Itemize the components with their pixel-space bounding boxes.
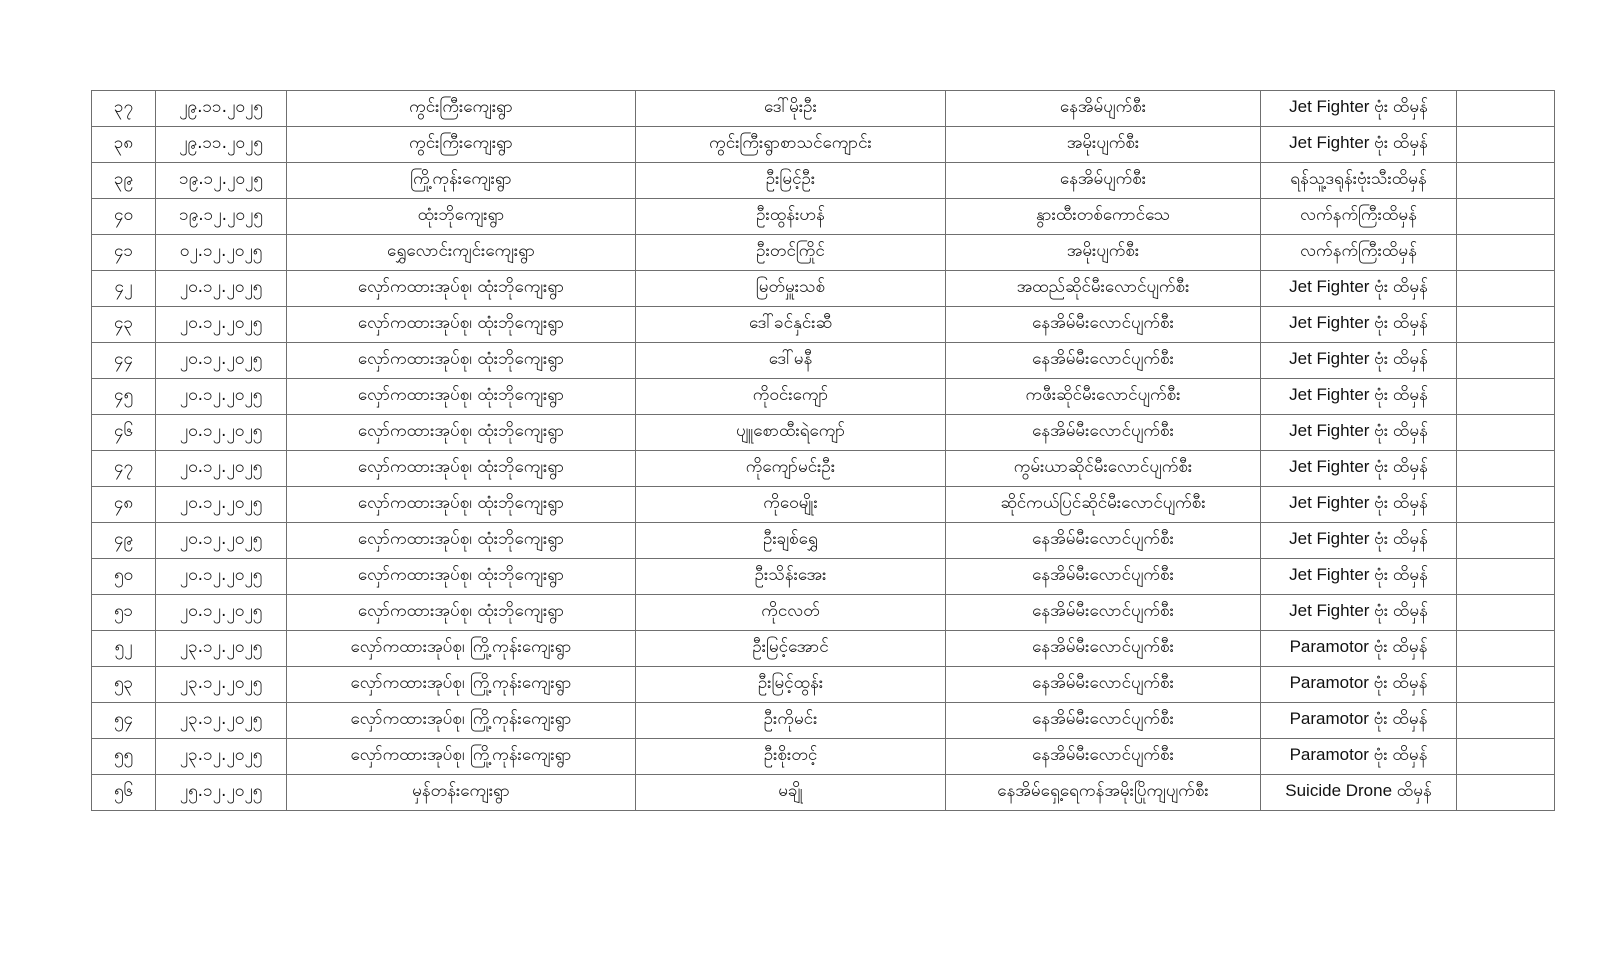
location-cell: လှော်ကထားအုပ်စု၊ ကြို့ကုန်းကျေးရွာ: [287, 631, 636, 667]
date-cell: ၀၂.၁၂.၂၀၂၅: [156, 235, 287, 271]
table-body: [92, 91, 1555, 811]
remarks-cell: [1457, 487, 1555, 523]
damage-description-cell: ကဖီးဆိုင်မီးလောင်ပျက်စီး: [946, 379, 1261, 415]
row-number-cell: ၃၉: [92, 163, 156, 199]
table-row: [92, 451, 1555, 487]
damage-description-cell: နေအိမ်မီးလောင်ပျက်စီး: [946, 523, 1261, 559]
owner-name-cell: ဦးချစ်ရွှေ: [636, 523, 946, 559]
location-cell: လှော်ကထားအုပ်စု၊ ထုံးဘိုကျေးရွာ: [287, 451, 636, 487]
date-cell: ၂၀.၁၂.၂၀၂၅: [156, 559, 287, 595]
weapon-type-cell: ရန်သူ့ဒရုန်းဗုံးသီးထိမှန်: [1261, 163, 1457, 199]
owner-name-cell: ဦးတင်ကြိုင်: [636, 235, 946, 271]
row-number-cell: ၄၂: [92, 271, 156, 307]
damage-description-cell: နေအိမ်ပျက်စီး: [946, 163, 1261, 199]
location-cell: လှော်ကထားအုပ်စု၊ ကြို့ကုန်းကျေးရွာ: [287, 667, 636, 703]
owner-name-cell: ကိုဝေမျိုး: [636, 487, 946, 523]
date-cell: ၂၃.၁၂.၂၀၂၅: [156, 667, 287, 703]
location-cell: လှော်ကထားအုပ်စု၊ ကြို့ကုန်းကျေးရွာ: [287, 739, 636, 775]
damage-description-cell: နေအိမ်မီးလောင်ပျက်စီး: [946, 595, 1261, 631]
damage-description-cell: အမိုးပျက်စီး: [946, 235, 1261, 271]
weapon-type-cell: Paramotor ဗုံး ထိမှန်: [1261, 739, 1457, 775]
location-cell: လှော်ကထားအုပ်စု၊ ထုံးဘိုကျေးရွာ: [287, 595, 636, 631]
row-number-cell: ၅၅: [92, 739, 156, 775]
remarks-cell: [1457, 199, 1555, 235]
date-cell: ၂၀.၁၂.၂၀၂၅: [156, 595, 287, 631]
remarks-cell: [1457, 379, 1555, 415]
remarks-cell: [1457, 343, 1555, 379]
table-row: [92, 271, 1555, 307]
table-row: [92, 91, 1555, 127]
row-number-cell: ၄၀: [92, 199, 156, 235]
table-row: [92, 775, 1555, 811]
row-number-cell: ၄၄: [92, 343, 156, 379]
damage-description-cell: နေအိမ်မီးလောင်ပျက်စီး: [946, 667, 1261, 703]
damage-description-cell: ဆိုင်ကယ်ပြင်ဆိုင်မီးလောင်ပျက်စီး: [946, 487, 1261, 523]
weapon-type-cell: Jet Fighter ဗုံး ထိမှန်: [1261, 595, 1457, 631]
location-cell: လှော်ကထားအုပ်စု၊ ထုံးဘိုကျေးရွာ: [287, 487, 636, 523]
damage-description-cell: နေအိမ်မီးလောင်ပျက်စီး: [946, 307, 1261, 343]
date-cell: ၁၉.၁၂.၂၀၂၅: [156, 199, 287, 235]
owner-name-cell: ဦးမြင့်ဦး: [636, 163, 946, 199]
row-number-cell: ၄၉: [92, 523, 156, 559]
owner-name-cell: ဦးစိုးတင့်: [636, 739, 946, 775]
row-number-cell: ၄၃: [92, 307, 156, 343]
date-cell: ၂၃.၁၂.၂၀၂၅: [156, 739, 287, 775]
weapon-type-cell: Paramotor ဗုံး ထိမှန်: [1261, 631, 1457, 667]
row-number-cell: ၅၀: [92, 559, 156, 595]
damage-description-cell: နေအိမ်မီးလောင်ပျက်စီး: [946, 415, 1261, 451]
damage-records-table: [91, 90, 1555, 811]
location-cell: လှော်ကထားအုပ်စု၊ ထုံးဘိုကျေးရွာ: [287, 379, 636, 415]
table-row: [92, 199, 1555, 235]
remarks-cell: [1457, 127, 1555, 163]
row-number-cell: ၃၇: [92, 91, 156, 127]
location-cell: လှော်ကထားအုပ်စု၊ ထုံးဘိုကျေးရွာ: [287, 343, 636, 379]
weapon-type-cell: Paramotor ဗုံး ထိမှန်: [1261, 703, 1457, 739]
owner-name-cell: ဦးထွန်းဟန်: [636, 199, 946, 235]
remarks-cell: [1457, 775, 1555, 811]
row-number-cell: ၅၆: [92, 775, 156, 811]
table-row: [92, 415, 1555, 451]
damage-description-cell: နေအိမ်မီးလောင်ပျက်စီး: [946, 631, 1261, 667]
owner-name-cell: မြတ်မှူးသစ်: [636, 271, 946, 307]
damage-description-cell: နွားထီးတစ်ကောင်သေ: [946, 199, 1261, 235]
owner-name-cell: ဦးမြင့်ထွန်း: [636, 667, 946, 703]
weapon-type-cell: Jet Fighter ဗုံး ထိမှန်: [1261, 487, 1457, 523]
owner-name-cell: ဒေါ်မနီ: [636, 343, 946, 379]
table-row: [92, 487, 1555, 523]
remarks-cell: [1457, 271, 1555, 307]
location-cell: ကွင်းကြီးကျေးရွာ: [287, 127, 636, 163]
table-row: [92, 235, 1555, 271]
date-cell: ၂၀.၁၂.၂၀၂၅: [156, 307, 287, 343]
remarks-cell: [1457, 307, 1555, 343]
remarks-cell: [1457, 91, 1555, 127]
table-row: [92, 667, 1555, 703]
weapon-type-cell: Jet Fighter ဗုံး ထိမှန်: [1261, 415, 1457, 451]
date-cell: ၂၃.၁၂.၂၀၂၅: [156, 703, 287, 739]
owner-name-cell: ဒေါ်ခင်နှင်းဆီ: [636, 307, 946, 343]
date-cell: ၂၀.၁၂.၂၀၂၅: [156, 523, 287, 559]
damage-description-cell: နေအိမ်ပျက်စီး: [946, 91, 1261, 127]
date-cell: ၂၅.၁၂.၂၀၂၅: [156, 775, 287, 811]
row-number-cell: ၄၈: [92, 487, 156, 523]
weapon-type-cell: Jet Fighter ဗုံး ထိမှန်: [1261, 559, 1457, 595]
remarks-cell: [1457, 667, 1555, 703]
damage-description-cell: ကွမ်းယာဆိုင်မီးလောင်ပျက်စီး: [946, 451, 1261, 487]
row-number-cell: ၄၆: [92, 415, 156, 451]
owner-name-cell: ဦးသိန်းအေး: [636, 559, 946, 595]
remarks-cell: [1457, 703, 1555, 739]
date-cell: ၂၃.၁၂.၂၀၂၅: [156, 631, 287, 667]
row-number-cell: ၅၃: [92, 667, 156, 703]
date-cell: ၂၀.၁၂.၂၀၂၅: [156, 379, 287, 415]
remarks-cell: [1457, 415, 1555, 451]
remarks-cell: [1457, 631, 1555, 667]
location-cell: လှော်ကထားအုပ်စု၊ ထုံးဘိုကျေးရွာ: [287, 523, 636, 559]
date-cell: ၂၀.၁၂.၂၀၂၅: [156, 487, 287, 523]
row-number-cell: ၅၄: [92, 703, 156, 739]
table-row: [92, 703, 1555, 739]
date-cell: ၂၀.၁၂.၂၀၂၅: [156, 415, 287, 451]
row-number-cell: ၅၁: [92, 595, 156, 631]
owner-name-cell: ကွင်းကြီးရွာစာသင်ကျောင်း: [636, 127, 946, 163]
weapon-type-cell: လက်နက်ကြီးထိမှန်: [1261, 235, 1457, 271]
weapon-type-cell: Jet Fighter ဗုံး ထိမှန်: [1261, 91, 1457, 127]
row-number-cell: ၃၈: [92, 127, 156, 163]
remarks-cell: [1457, 163, 1555, 199]
owner-name-cell: မချို: [636, 775, 946, 811]
table-row: [92, 127, 1555, 163]
weapon-type-cell: Jet Fighter ဗုံး ထိမှန်: [1261, 379, 1457, 415]
remarks-cell: [1457, 451, 1555, 487]
owner-name-cell: ပျူစောထီးရဲကျော်: [636, 415, 946, 451]
location-cell: လှော်ကထားအုပ်စု၊ ထုံးဘိုကျေးရွာ: [287, 415, 636, 451]
location-cell: ကွင်းကြီးကျေးရွာ: [287, 91, 636, 127]
table-row: [92, 343, 1555, 379]
date-cell: ၂၀.၁၂.၂၀၂၅: [156, 343, 287, 379]
weapon-type-cell: Jet Fighter ဗုံး ထိမှန်: [1261, 307, 1457, 343]
damage-description-cell: နေအိမ်ရှေ့ရေကန်အမိုးပြိုကျပျက်စီး: [946, 775, 1261, 811]
row-number-cell: ၅၂: [92, 631, 156, 667]
table-row: [92, 559, 1555, 595]
table-row: [92, 379, 1555, 415]
damage-description-cell: နေအိမ်မီးလောင်ပျက်စီး: [946, 703, 1261, 739]
weapon-type-cell: Suicide Drone ထိမှန်: [1261, 775, 1457, 811]
date-cell: ၂၉.၁၁.၂၀၂၅: [156, 91, 287, 127]
weapon-type-cell: လက်နက်ကြီးထိမှန်: [1261, 199, 1457, 235]
table-row: [92, 523, 1555, 559]
row-number-cell: ၄၅: [92, 379, 156, 415]
weapon-type-cell: Jet Fighter ဗုံး ထိမှန်: [1261, 271, 1457, 307]
location-cell: လှော်ကထားအုပ်စု၊ ထုံးဘိုကျေးရွာ: [287, 559, 636, 595]
damage-description-cell: အမိုးပျက်စီး: [946, 127, 1261, 163]
table-row: [92, 307, 1555, 343]
location-cell: လှော်ကထားအုပ်စု၊ ထုံးဘိုကျေးရွာ: [287, 271, 636, 307]
damage-description-cell: နေအိမ်မီးလောင်ပျက်စီး: [946, 559, 1261, 595]
date-cell: ၂၉.၁၁.၂၀၂၅: [156, 127, 287, 163]
remarks-cell: [1457, 739, 1555, 775]
table-row: [92, 739, 1555, 775]
remarks-cell: [1457, 523, 1555, 559]
location-cell: ထုံးဘိုကျေးရွာ: [287, 199, 636, 235]
table-row: [92, 163, 1555, 199]
location-cell: လှော်ကထားအုပ်စု၊ ထုံးဘိုကျေးရွာ: [287, 307, 636, 343]
date-cell: ၂၀.၁၂.၂၀၂၅: [156, 271, 287, 307]
damage-description-cell: နေအိမ်မီးလောင်ပျက်စီး: [946, 343, 1261, 379]
weapon-type-cell: Jet Fighter ဗုံး ထိမှန်: [1261, 127, 1457, 163]
owner-name-cell: ကိုကျော်မင်းဦး: [636, 451, 946, 487]
damage-description-cell: နေအိမ်မီးလောင်ပျက်စီး: [946, 739, 1261, 775]
table-row: [92, 631, 1555, 667]
weapon-type-cell: Jet Fighter ဗုံး ထိမှန်: [1261, 343, 1457, 379]
row-number-cell: ၄၇: [92, 451, 156, 487]
location-cell: ကြို့ကုန်းကျေးရွာ: [287, 163, 636, 199]
weapon-type-cell: Paramotor ဗုံး ထိမှန်: [1261, 667, 1457, 703]
owner-name-cell: ဦးကိုမင်း: [636, 703, 946, 739]
owner-name-cell: ဒေါ်မိုးဦး: [636, 91, 946, 127]
damage-description-cell: အထည်ဆိုင်မီးလောင်ပျက်စီး: [946, 271, 1261, 307]
weapon-type-cell: Jet Fighter ဗုံး ထိမှန်: [1261, 523, 1457, 559]
location-cell: လှော်ကထားအုပ်စု၊ ကြို့ကုန်းကျေးရွာ: [287, 703, 636, 739]
owner-name-cell: ကိုဝင်းကျော်: [636, 379, 946, 415]
table-row: [92, 595, 1555, 631]
owner-name-cell: ဦးမြင့်အောင်: [636, 631, 946, 667]
date-cell: ၂၀.၁၂.၂၀၂၅: [156, 451, 287, 487]
owner-name-cell: ကိုငလတ်: [636, 595, 946, 631]
remarks-cell: [1457, 559, 1555, 595]
location-cell: ရွှေလောင်းကျင်းကျေးရွာ: [287, 235, 636, 271]
weapon-type-cell: Jet Fighter ဗုံး ထိမှန်: [1261, 451, 1457, 487]
remarks-cell: [1457, 595, 1555, 631]
row-number-cell: ၄၁: [92, 235, 156, 271]
location-cell: မှန်တန်းကျေးရွာ: [287, 775, 636, 811]
date-cell: ၁၉.၁၂.၂၀၂၅: [156, 163, 287, 199]
remarks-cell: [1457, 235, 1555, 271]
